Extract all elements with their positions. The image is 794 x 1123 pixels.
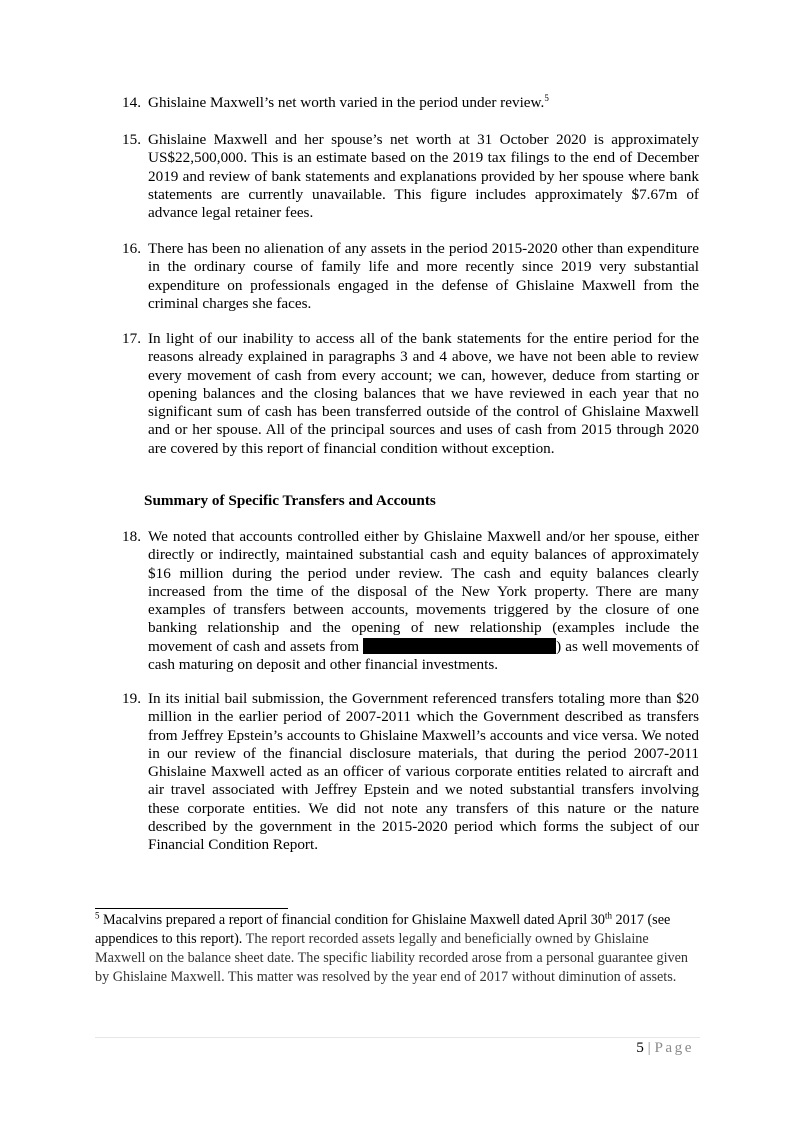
paragraph-16 <box>122 240 699 313</box>
paragraph-number: 18. <box>122 528 141 545</box>
section-heading: Summary of Specific Transfers and Accounts <box>144 492 436 509</box>
page-footer <box>636 1039 694 1057</box>
paragraph-text: Ghislaine Maxwell’s net worth varied in the period under review. <box>148 94 545 111</box>
paragraph-number: 17. <box>122 330 141 347</box>
paragraph-text-before: We noted that accounts controlled either by Ghislaine Maxwell and/or her spouse, either directly or indirectly, maintained substantial cash and equity balances of approximately $16 million during the period under review. The cash and equity balances clearly increased from the time of the disposal of the New York property. There are many examples of transfers between accounts, movements triggered by the closure of one banking relationship and the opening of new relationship (examples include the movement of cash and assets from <box>148 528 699 655</box>
paragraph-text: There has been no alienation of any assets in the period 2015-2020 other than expenditure in the ordinary course of family life and more recently since 2019 very substantial expenditure on professionals engaged in the defense of Ghislaine Maxwell from the criminal charges she faces. <box>148 240 699 312</box>
footnote-reference[interactable]: 5 <box>544 92 549 103</box>
paragraph-text: In light of our inability to access all of the bank statements for the entire period for the reasons already explained in paragraphs 3 and 4 above, we have not been able to review every movement of cash from every account; we can, however, deduce from starting or opening balances and the closing balances that we have reviewed in each year that no significant sum of cash has been transferred outside of the control of Ghislaine Maxwell and or her spouse. All of the principal sources and uses of cash from 2015 through 2020 are covered by this report of financial condition without exception. <box>148 330 699 457</box>
paragraph-17 <box>122 330 699 458</box>
paragraph-14 <box>122 92 699 112</box>
paragraph-19 <box>122 690 699 855</box>
footnote-separator <box>95 908 288 909</box>
paragraph-15 <box>122 131 699 222</box>
page-number: 5 <box>636 1039 644 1056</box>
page-label: Page <box>654 1039 694 1056</box>
paragraph-18 <box>122 528 699 674</box>
footnote-text-part1: Macalvins prepared a report of financial condition for Ghislaine Maxwell dated April 30 <box>103 912 605 928</box>
redaction-box <box>363 638 556 654</box>
footnote-number: 5 <box>95 910 100 921</box>
footnote <box>95 911 700 987</box>
footnote-text-part3: The report recorded assets legally and beneficially owned by Ghislaine Maxwell on the balance sheet date. The specific liability recorded arose from a personal guarantee given by Ghislaine Maxwell. This matter was resolved by the year end of 2017 without diminution of assets. <box>95 931 688 985</box>
paragraph-text-after: ) as well movements of cash maturing on deposit and other financial investments. <box>148 637 699 674</box>
paragraph-number: 19. <box>122 690 141 707</box>
paragraph-text: Ghislaine Maxwell and her spouse’s net worth at 31 October 2020 is approximately US$22,500,000. This is an estimate based on the 2019 tax filings to the end of December 2019 and review of bank statements and explanations provided by her spouse where bank statements are currently unavailable. This figure includes approximately $7.67m of advance legal retainer fees. <box>148 131 699 222</box>
footnote-text-part2: 2017 (see appendices to this report). <box>95 912 671 947</box>
footer-divider <box>95 1037 700 1038</box>
footer-separator: | <box>647 1039 651 1056</box>
paragraph-number: 16. <box>122 240 141 257</box>
paragraph-number: 15. <box>122 131 141 148</box>
paragraph-number: 14. <box>122 94 141 111</box>
paragraph-text: In its initial bail submission, the Government referenced transfers totaling more than $20 million in the earlier period of 2007-2011 which the Government described as transfers from Jeffrey Epstein’s accounts to Ghislaine Maxwell’s accounts and vice versa. We noted in our review of the financial disclosure materials, that during the period 2007-2011 Ghislaine Maxwell acted as an officer of various corporate entities related to aircraft and air travel associated with Jeffrey Epstein and we noted substantial transfers involving these corporate entities. We did not note any transfers of this nature or the nature described by the government in the 2015-2020 period which forms the subject of our Financial Condition Report. <box>148 690 699 854</box>
footnote-ordinal-suffix: th <box>604 910 612 921</box>
